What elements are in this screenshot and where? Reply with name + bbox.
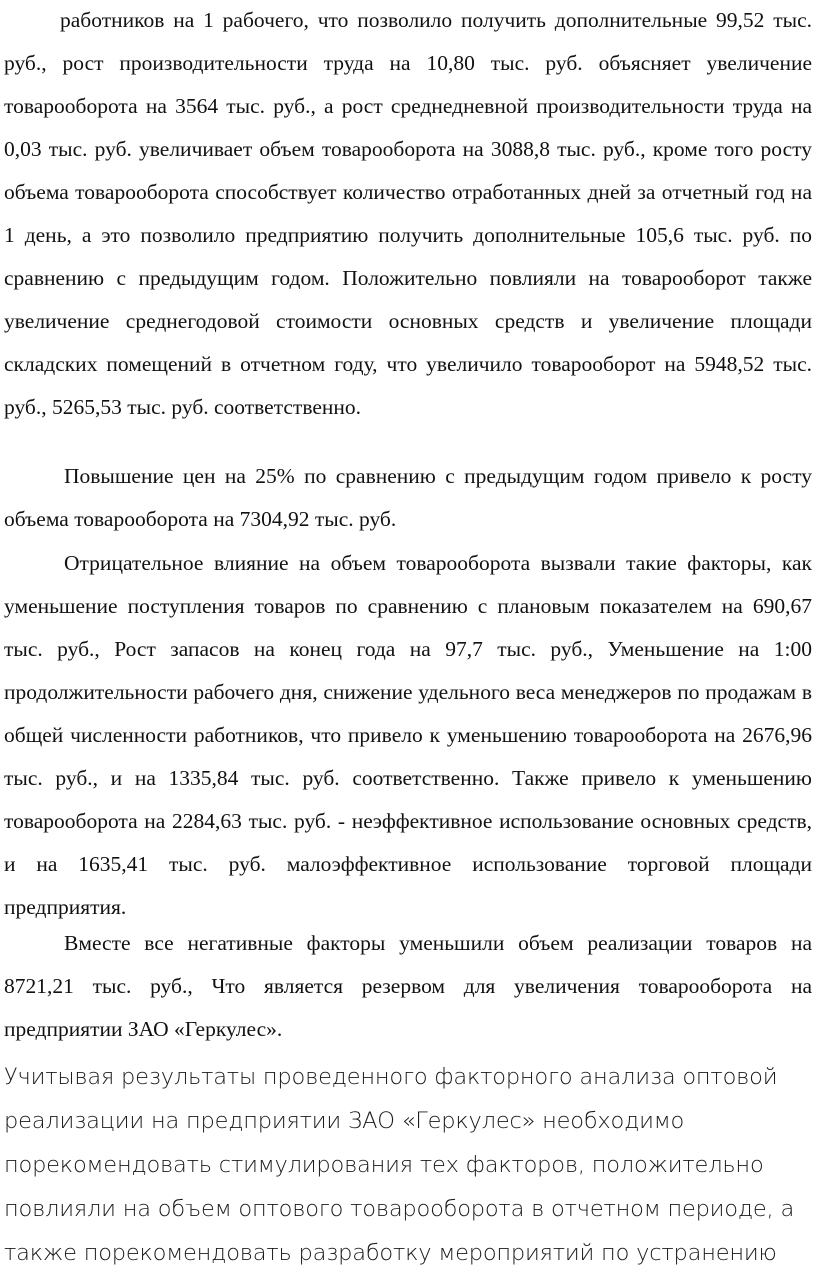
- paragraph-positive-factors-text: работников на 1 рабочего, что позволило получить дополнительные 99,52 тыс. руб., рост производительности труда на 10,80 тыс. руб. объясняет увеличение товарооборота на 3564 тыс. руб., а рост среднедневной производительности труда на 0,03 тыс. руб. увеличивает объем товарооборота на 3088,8 тыс. руб., кроме того росту объема товарооборота способствует количество отработанных дней за отчетный год на 1 день, а это позволило предприятию получить дополнительные 105,6 тыс. руб. по сравнению с предыдущим годом. Положительно повлияли на товарооборот также увеличение среднегодовой стоимости основных средств и увеличение площади складских помещений в отчетном году, что увеличило товарооборот на 5948,52 тыс. руб., 5265,53 тыс. руб. соответственно.: [4, 8, 812, 419]
- paragraph-recommendations: Учитывая результаты проведенного факторного анализа оптовой реализации на предприятии ЗАО «Геркулес» необходимо порекомендовать стимулирования тех факторов, положительно повлияли на объем оптового товарооборота в отчетном периоде, а также порекомендовать разработку мероприятий по устранению: [4, 1064, 795, 1266]
- paragraph-negative-factors: Отрицательное влияние на объем товарооборота вызвали такие факторы, как уменьшение поступления товаров по сравнению с плановым показателем на 690,67 тыс. руб., Рост запасов на конец года на 97,7 тыс. руб., Уменьшение на 1:00 продолжительности рабочего дня, снижение удельного веса менеджеров по продажам в общей численности работников, что привело к уменьшению товарооборота на 2676,96 тыс. руб., и на 1335,84 тыс. руб. соответственно. Также привело к уменьшению товарооборота на 2284,63 тыс. руб. - неэффективное использование основных средств, и на 1635,41 тыс. руб. малоэффективное использование торговой площади предприятия.: [4, 551, 812, 919]
- paragraph-positive-factors: [4, 0, 812, 429]
- paragraph-total-negative: Вместе все негативные факторы уменьшили объем реализации товаров на 8721,21 тыс. руб., Что является резервом для увеличения товарооборота на предприятии ЗАО «Геркулес».: [4, 931, 812, 1041]
- paragraph-price-increase: Повышение цен на 25% по сравнению с предыдущим годом привело к росту объема товарооборота на 7304,92 тыс. руб.: [4, 464, 812, 531]
